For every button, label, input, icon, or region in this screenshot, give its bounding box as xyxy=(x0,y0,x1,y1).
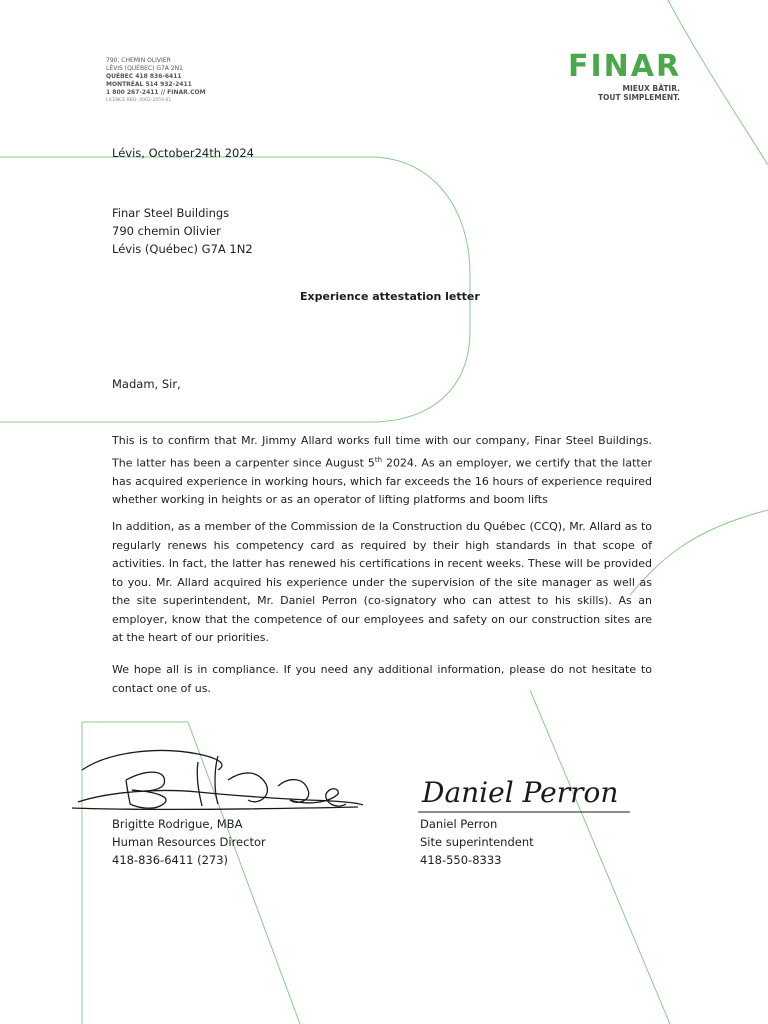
signatory-left-name: Brigitte Rodrigue, MBA xyxy=(112,817,243,831)
recipient-line: Lévis (Québec) G7A 1N2 xyxy=(112,242,253,256)
recipient-address xyxy=(112,204,253,258)
recipient-line: Finar Steel Buildings xyxy=(112,206,230,220)
address-line: MONTRÉAL 514 932-2411 xyxy=(106,81,192,88)
letter-subject: Experience attestation letter xyxy=(300,290,480,303)
signatory-left-title: Human Resources Director xyxy=(112,835,266,849)
logo-tagline-1: MIEUX BÂTIR. xyxy=(622,84,680,93)
signatory-right-phone: 418-550-8333 xyxy=(420,853,502,867)
signatory-left xyxy=(112,815,266,869)
address-line: 1 800 267-2411 // FINAR.COM xyxy=(106,89,206,96)
signatory-right xyxy=(420,815,534,869)
paragraph-1-superscript: th xyxy=(374,455,383,464)
signatory-right-name: Daniel Perron xyxy=(420,817,498,831)
paragraph-2: In addition, as a member of the Commission de la Construction du Québec (CCQ), Mr. Allard as to regularly renews his competency card as required by their high standards in that scope of activities. In fact, the latter has renewed his certifications in recent weeks. These will be provided to you. Mr. Allard acquired his experience under the supervision of the site manager as well as the site superintendent, Mr. Daniel Perron (co-signatory who can attest to his skills). As an employer, know that the competence of our employees and safety on our construction sites are at the heart of our priorities. xyxy=(112,520,652,644)
signatory-left-phone: 418-836-6411 (273) xyxy=(112,853,229,867)
address-line: LICENCE RBQ: 0003-2059-61 xyxy=(106,98,172,103)
address-line: QUÉBEC 418 836-6411 xyxy=(106,73,182,80)
paragraph-1-part-a: This is to confirm that Mr. Jimmy Allard works full time with our company, Finar Steel Buildings. The latter has been a carpenter since August 5 xyxy=(112,434,652,470)
paragraph-3: We hope all is in compliance. If you need any additional information, please do not hesitate to contact one of us. xyxy=(112,663,652,695)
signature-left xyxy=(68,740,368,820)
letter-date: Lévis, October24th 2024 xyxy=(112,146,254,160)
signature-right-text: Daniel Perron xyxy=(422,776,619,809)
logo-wordmark: FINAR xyxy=(568,49,682,84)
letter-greeting: Madam, Sir, xyxy=(112,377,181,391)
recipient-line: 790 chemin Olivier xyxy=(112,224,221,238)
address-line: LÉVIS (QUÉBEC) G7A 2N1 xyxy=(106,65,183,72)
logo-tagline-2: TOUT SIMPLEMENT. xyxy=(597,93,680,102)
finar-logo xyxy=(568,50,680,102)
paragraph-1 xyxy=(112,432,652,510)
address-line: 790, CHEMIN OLIVIER xyxy=(106,57,171,64)
paragraph-1-part-b: 2024. As an employer, we certify that the latter has acquired experience in working hours, which far exceeds the 16 hours of experience required whether working in heights or as an operator of lifting platforms and boom lifts xyxy=(112,456,652,507)
company-address xyxy=(106,57,206,105)
signature-right xyxy=(418,770,648,816)
signatory-right-title: Site superintendent xyxy=(420,835,534,849)
